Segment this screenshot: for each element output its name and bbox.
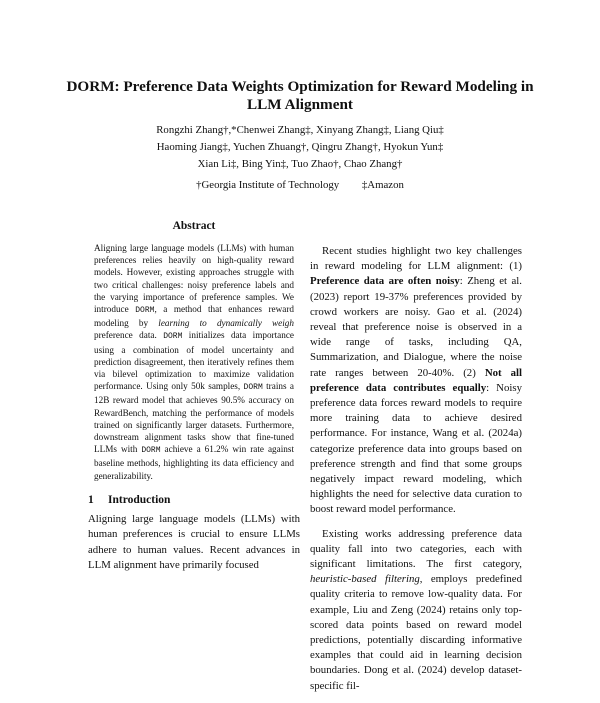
abstract-span: trains a 12B reward model that achieves 90.5% accuracy on RewardBench, matching the performance of models trained on significantly larger datasets. Furthermore, downstream alignment tasks show that fine-tuned LLMs with xyxy=(94,381,294,455)
paragraph xyxy=(310,244,522,518)
author-line: Xian Li‡, Bing Yin‡, Tuo Zhao†, Chao Zhang† xyxy=(197,158,403,170)
text-span: : Zheng et al. (2023) report 19-37% preferences provided by crowd workers are noisy. Gao et al. (2024) reveal that preference noise is observed in a wide range of tasks, including QA, Summarization, and Dialogue, where the noise rate ranges between 20-40%. (2) xyxy=(310,275,522,379)
section-title: Introduction xyxy=(108,493,171,506)
section-number: 1 xyxy=(88,493,94,506)
abstract-span: achieve a 61.2% win rate against baseline methods, highlighting its data efficiency and generalizability. xyxy=(94,444,294,481)
section-heading xyxy=(88,494,300,506)
method-name: DORM xyxy=(141,446,161,456)
method-name: DORM xyxy=(243,383,263,393)
author-line: Rongzhi Zhang†,*Chenwei Zhang‡, Xinyang Zhang‡, Liang Qiu‡ xyxy=(156,124,444,136)
paper-title: DORM: Preference Data Weights Optimization for Reward Modeling in LLM Alignment xyxy=(66,78,534,113)
bold-span: Preference data are often noisy xyxy=(310,275,460,288)
method-name: DORM xyxy=(163,332,183,342)
text-span: , employs predefined quality criteria to remove low-quality data. For example, Liu and Zeng (2024) retains only top-scored data points based on reward model predictions, potentially discarding informative examples that could aid in learning decision boundaries. Dong et al. (2024) develop dataset-specific fil- xyxy=(310,573,522,692)
abstract-span: Aligning large language models (LLMs) with human preferences relies heavily on high-quality reward models. However, existing approaches struggle with two critical challenges: noisy preference labels and the varying importance of preference samples. We introduce xyxy=(94,243,294,315)
affiliations xyxy=(100,178,500,192)
affiliation: ‡Amazon xyxy=(361,179,404,191)
abstract-span: , a method that enhances reward modeling by xyxy=(94,304,294,329)
abstract-span: preference data. xyxy=(94,330,164,341)
abstract-heading: Abstract xyxy=(172,220,216,232)
paragraph xyxy=(310,527,522,694)
right-column xyxy=(310,244,522,703)
abstract-emphasis: learning to dynamically weigh xyxy=(158,318,294,329)
left-column xyxy=(88,220,300,573)
author-line: Haoming Jiang‡, Yuchen Zhuang†, Qingru Zhang†, Hyokun Yun‡ xyxy=(156,141,444,153)
text-span: Existing works addressing preference data quality fall into two categories, each with significant limitations. The first category, xyxy=(310,527,522,571)
affiliation: †Georgia Institute of Technology xyxy=(196,179,340,191)
abstract-span: initializes data importance using a combination of model uncertainty and prediction disagreement, then iteratively refines them via bilevel optimization to maximize validation performance. Using only 50k samples, xyxy=(94,330,294,392)
abstract-text xyxy=(88,242,300,482)
author-list xyxy=(100,122,500,173)
text-span: Recent studies highlight two key challenges in reward modeling for LLM alignment: (1) xyxy=(310,245,522,273)
italic-span: heuristic-based filtering xyxy=(310,573,420,586)
method-name: DORM xyxy=(135,306,155,316)
bold-span: Not all preference data contributes equally xyxy=(310,366,523,394)
text-span: : Noisy preference data forces reward models to require more training data to achieve desired performance. For instance, Wang et al. (2024a) categorize preference data into groups based on preference strength and find that some groups negatively impact reward modeling, which highlights the need for selective data curation to boost reward model performance. xyxy=(310,381,522,516)
intro-paragraph: Aligning large language models (LLMs) with human preferences is crucial to ensure LLMs adhere to human values. Recent advances in LLM alignment have primarily focused xyxy=(88,512,300,572)
